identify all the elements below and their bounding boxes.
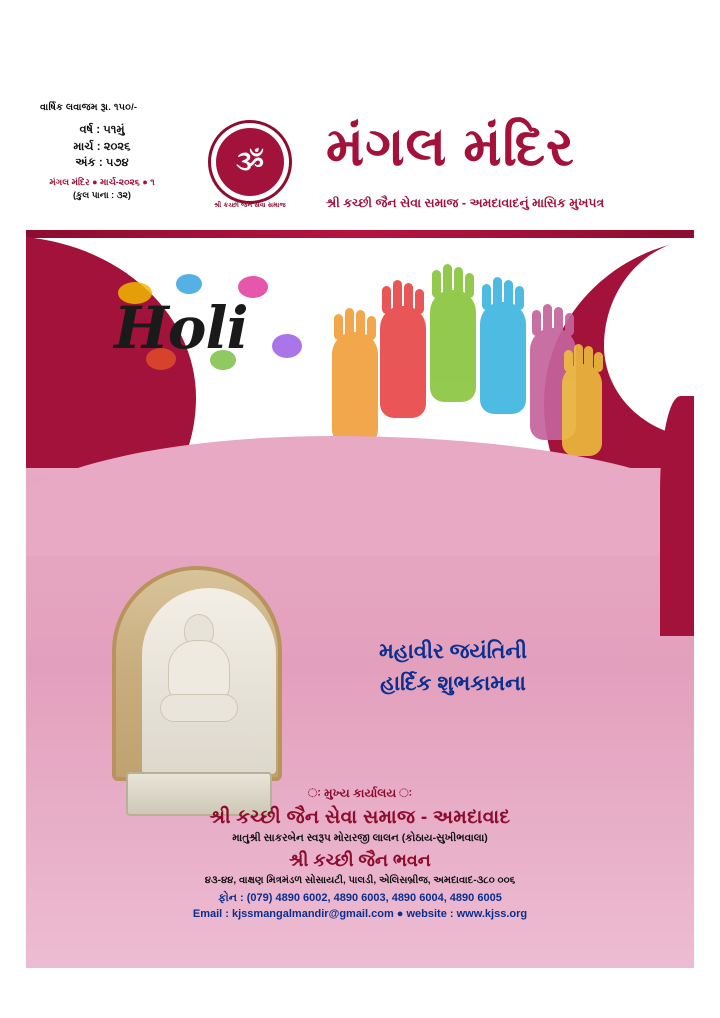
handprint — [480, 302, 526, 414]
handprint-fingers — [382, 280, 424, 314]
finger — [482, 284, 491, 310]
cover-frame — [26, 96, 694, 968]
office-label: ઃ મુખ્ય કાર્યાલય ઃ — [307, 786, 413, 800]
finger — [564, 350, 573, 372]
finger — [565, 313, 574, 336]
email-and-website: Email : kjssmangalmandir@gmail.com ● website : www.kjss.org — [192, 908, 528, 920]
finger — [345, 308, 354, 340]
postal-address: ૪૩-૪૪, વાક્ષણ મિત્રમંડળ સોસાયટી, પાલડી, એલિસબ્રીજ, અમદાવાદ-૩૮૦ ૦૦૬ — [204, 875, 516, 886]
handprint — [332, 332, 378, 444]
masthead-divider — [26, 230, 694, 238]
phone-numbers: ફોન : (079) 4890 6002, 4890 6003, 4890 6004, 4890 6005 — [218, 892, 502, 904]
handprint — [562, 364, 602, 456]
masthead — [26, 96, 694, 238]
color-splat-2 — [176, 274, 202, 294]
handprint — [430, 290, 476, 402]
issue-footer-note: મંગલ મંદિર ● માર્ચ-૨૦૨૬ ● ૧ — [49, 177, 155, 188]
greeting-message — [288, 636, 618, 699]
handprint — [380, 306, 426, 418]
tirthankara-idol-image — [104, 566, 294, 816]
subscription-rate: વાર્ષિક લવાજમ રૂા. ૧૫૦/- — [40, 102, 138, 113]
finger — [594, 352, 603, 372]
issue-info-block — [44, 122, 160, 202]
finger — [543, 304, 552, 336]
finger — [443, 264, 452, 298]
finger — [404, 283, 413, 314]
footer-address-block — [26, 786, 694, 920]
finger — [432, 270, 441, 298]
issue-number: અંક : ૫૭૪ — [75, 157, 129, 170]
greeting-line-2: હાર્દિક શુભકામના — [380, 671, 526, 695]
finger — [532, 310, 541, 336]
finger — [356, 310, 365, 340]
finger — [393, 280, 402, 314]
handprint-fingers — [564, 338, 606, 372]
holi-title-text — [114, 294, 248, 362]
red-side-strip — [660, 396, 694, 636]
finger — [574, 344, 583, 372]
issue-month: માર્ચ : ૨૦૨૬ — [73, 140, 131, 153]
page-title: મંગલ મંદિર — [326, 117, 575, 177]
bhavan-name: શ્રી કચ્છી જૈન ભવન — [289, 850, 431, 870]
finger — [584, 346, 593, 372]
handprint-fingers — [482, 276, 524, 310]
handprint-fingers — [532, 302, 574, 336]
finger — [515, 286, 524, 310]
color-splat-6 — [272, 334, 302, 358]
organization-name: શ્રી કચ્છી જૈન સેવા સમાજ - અમદાવાદ — [209, 807, 511, 828]
finger — [367, 316, 376, 340]
holi-word-text: Holi — [114, 294, 248, 362]
finger — [554, 307, 563, 336]
issue-year: વર્ષ : ૫૧મું — [79, 124, 125, 136]
handprint-fingers — [334, 306, 376, 340]
finger — [415, 289, 424, 314]
masthead-subtitle: શ્રી કચ્છી જૈન સેવા સમાજ - અમદાવાદનું માસિક મુખપત્ર — [326, 196, 605, 210]
finger — [382, 286, 391, 314]
idol-figure — [162, 614, 234, 744]
patron-name: માતુશ્રી સાકરબેન સ્વરૂપ મોરારજી લાલન (કોઠાય-સુખીભવાલા) — [232, 832, 488, 844]
finger — [454, 267, 463, 298]
idol-lap — [160, 694, 238, 722]
finger — [504, 280, 513, 310]
issue-page-count: (કુલ પાના : ૩૨) — [73, 190, 131, 201]
finger — [465, 273, 474, 298]
handprint-fingers — [432, 264, 474, 298]
emblem-ring-text: શ્રી કચ્છી જૈન સેવા સમાજ — [214, 202, 286, 209]
society-emblem-logo — [202, 118, 298, 214]
greeting-line-1: મહાવીર જયંતિની — [378, 640, 528, 663]
colorful-handprints-graphic — [326, 272, 616, 462]
finger — [493, 277, 502, 310]
emblem-symbol-glyph: ૐ — [216, 128, 284, 196]
finger — [334, 314, 343, 340]
